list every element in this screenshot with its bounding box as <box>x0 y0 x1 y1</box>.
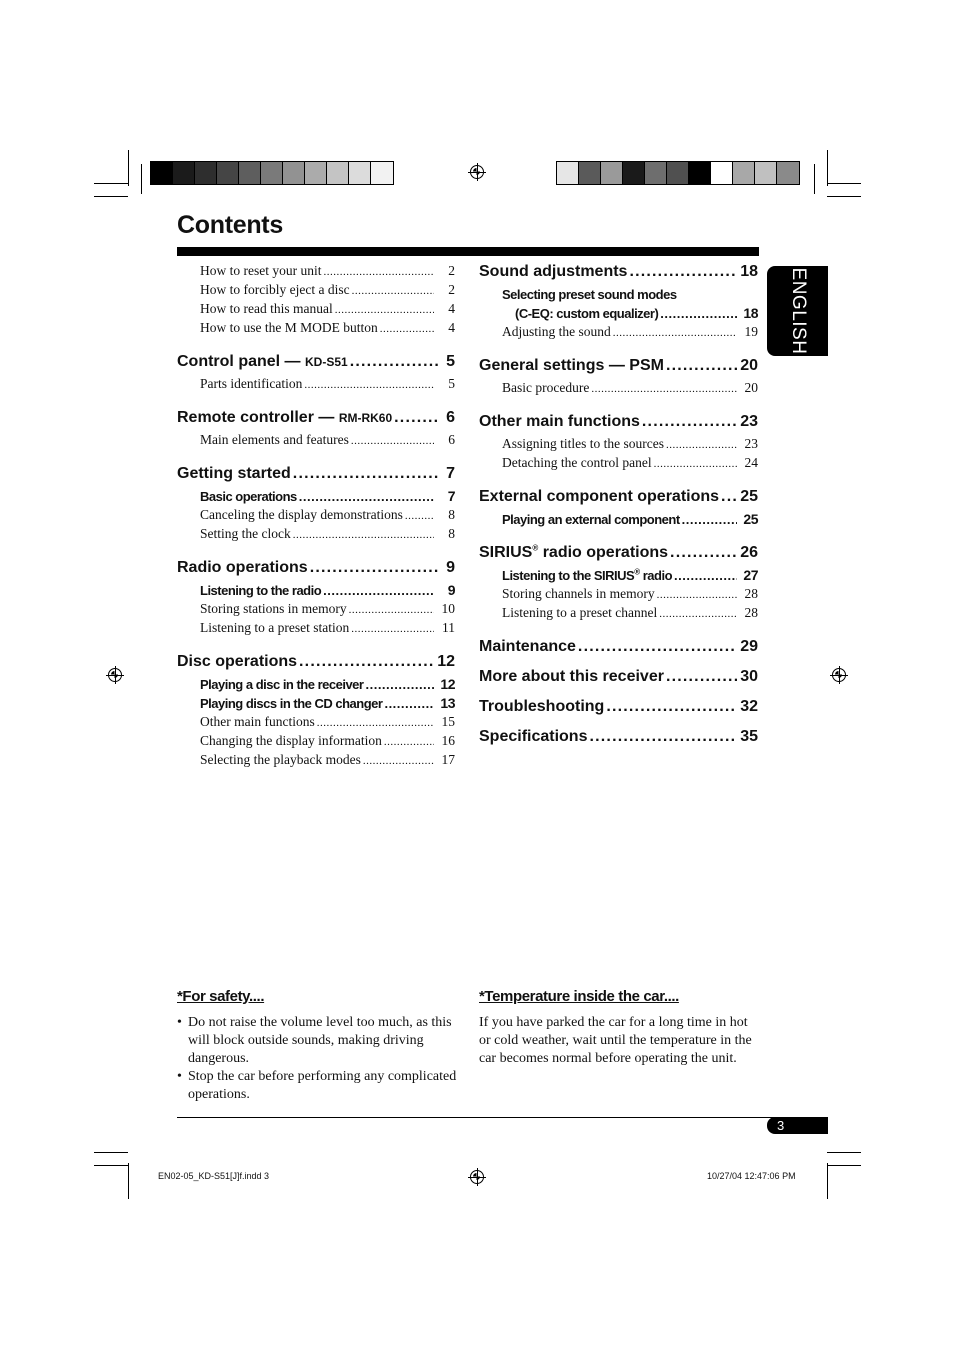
toc-entry-label <box>200 675 363 694</box>
toc-heading-entry[interactable] <box>479 356 758 376</box>
toc-page-number: 7 <box>446 465 455 482</box>
toc-entry-text: Selecting the playback modes <box>200 752 361 767</box>
toc-heading-entry[interactable] <box>479 637 758 657</box>
toc-entry-label <box>200 300 333 318</box>
toc-entry-text: Listening to a preset station <box>200 620 350 635</box>
page-title: Contents <box>177 211 283 239</box>
toc-heading-label <box>177 558 308 578</box>
toc-section <box>177 408 455 450</box>
toc-heading-label <box>479 697 604 717</box>
toc-heading-text: Maintenance <box>479 638 576 655</box>
color-swatch <box>623 162 645 184</box>
dot-leader <box>642 412 737 432</box>
dot-leader <box>350 352 438 372</box>
toc-entry-label <box>502 435 664 453</box>
toc-entry[interactable] <box>177 487 455 506</box>
toc-page-number: 10 <box>441 601 455 616</box>
dot-leader <box>323 262 434 281</box>
toc-page-number: 23 <box>740 413 758 430</box>
dot-leader <box>335 300 434 319</box>
toc-page-number: 7 <box>447 488 455 504</box>
dot-leader <box>629 262 737 282</box>
toc-entry[interactable] <box>479 585 758 604</box>
toc-section <box>177 352 455 394</box>
toc-heading-entry[interactable] <box>177 652 455 672</box>
toc-entry-text: Canceling the display demonstrations <box>200 507 403 522</box>
toc-heading-entry[interactable] <box>479 727 758 747</box>
toc-page-number: 15 <box>441 714 455 729</box>
safety-note-heading: *For safety.... <box>177 988 265 1005</box>
dot-leader <box>606 697 737 717</box>
color-swatch <box>173 162 195 184</box>
toc-heading-label <box>177 464 291 484</box>
toc-entry-text: How to forcibly eject a disc <box>200 282 350 297</box>
toc-page-number: 12 <box>437 653 455 670</box>
toc-entry-label <box>502 454 652 472</box>
toc-heading-text: SIRIUS <box>479 544 533 561</box>
dot-leader <box>659 604 737 623</box>
title-rule <box>177 247 759 256</box>
toc-heading-label <box>177 408 392 428</box>
dot-leader <box>351 431 434 450</box>
temperature-note-heading: *Temperature inside the car.... <box>479 988 679 1005</box>
safety-note <box>177 988 459 1104</box>
toc-entry-text: How to read this manual <box>200 301 333 316</box>
toc-entry[interactable] <box>177 581 455 600</box>
toc-heading-text: Control panel — <box>177 353 305 370</box>
toc-entry[interactable] <box>177 525 455 544</box>
toc-entry-label <box>200 375 302 393</box>
toc-page-number: 9 <box>447 582 455 598</box>
dot-leader <box>384 694 434 713</box>
color-swatch <box>667 162 689 184</box>
dot-leader <box>670 543 737 563</box>
toc-entry[interactable] <box>479 566 758 585</box>
toc-page-number: 16 <box>441 733 455 748</box>
color-swatch <box>777 162 799 184</box>
toc-column-left <box>177 262 455 784</box>
toc-entry[interactable] <box>177 732 455 751</box>
toc-entry-text: Basic procedure <box>502 380 590 395</box>
toc-page-number: 2 <box>448 263 455 278</box>
color-swatch <box>557 162 579 184</box>
toc-entry-label <box>200 431 349 449</box>
toc-section <box>479 697 758 717</box>
toc-page-number: 23 <box>744 436 758 451</box>
dot-leader <box>654 454 737 473</box>
dot-leader <box>304 375 434 394</box>
toc-entry-label <box>200 319 378 337</box>
toc-heading-text: Remote controller — <box>177 409 339 426</box>
toc-entry-label <box>200 506 403 524</box>
toc-heading-entry[interactable] <box>479 543 758 563</box>
toc-section <box>177 558 455 638</box>
toc-heading-entry[interactable] <box>177 558 455 578</box>
toc-heading-label <box>479 637 576 657</box>
color-swatch <box>195 162 217 184</box>
toc-heading-entry[interactable] <box>479 697 758 717</box>
color-swatch <box>645 162 667 184</box>
toc-heading-label <box>177 352 348 372</box>
toc-heading-text: Getting started <box>177 465 291 482</box>
toc-entry[interactable] <box>479 454 758 473</box>
toc-page-number: 24 <box>744 455 758 470</box>
toc-heading-label <box>479 543 668 563</box>
color-swatch <box>217 162 239 184</box>
toc-entry-label <box>515 304 658 323</box>
toc-heading-text: Radio operations <box>177 559 308 576</box>
model-number: KD-S51 <box>305 355 348 369</box>
toc-page-number: 2 <box>448 282 455 297</box>
dot-leader <box>589 727 737 747</box>
toc-page-number: 20 <box>740 357 758 374</box>
safety-note-list <box>177 1014 459 1104</box>
toc-page-number: 6 <box>448 432 455 447</box>
toc-page-number: 25 <box>743 511 758 527</box>
color-swatch <box>579 162 601 184</box>
dot-leader <box>384 732 434 751</box>
toc-page-number: 11 <box>442 620 455 635</box>
toc-entry[interactable] <box>177 375 455 394</box>
toc-entry[interactable] <box>177 619 455 638</box>
toc-heading-text: Troubleshooting <box>479 698 605 715</box>
dot-leader <box>405 506 434 525</box>
toc-page-number: 12 <box>440 676 455 692</box>
dot-leader <box>666 667 737 687</box>
toc-entry[interactable] <box>479 604 758 623</box>
toc-entry[interactable] <box>177 600 455 619</box>
registration-target-icon <box>108 668 122 682</box>
toc-entry-text: Adjusting the sound <box>502 324 611 339</box>
toc-entry-text: Playing a disc in the receiver <box>200 677 364 692</box>
toc-section <box>177 652 455 770</box>
toc-page-number: 13 <box>440 695 455 711</box>
toc-entry[interactable] <box>177 506 455 525</box>
toc-entry-text: Listening to the SIRIUS <box>502 568 635 583</box>
toc-page-number: 25 <box>740 488 758 505</box>
toc-entry-text: Parts identification <box>200 376 303 391</box>
toc-entry-text: Listening to the radio <box>200 583 322 598</box>
toc-entry-text: (C-EQ: custom equalizer) <box>515 306 659 321</box>
color-swatch <box>239 162 261 184</box>
toc-page-number: 6 <box>446 409 455 426</box>
toc-entry-label <box>200 600 347 618</box>
toc-heading-entry[interactable] <box>479 412 758 432</box>
toc-entry-text: Playing an external component <box>502 512 680 527</box>
toc-page-number: 9 <box>446 559 455 576</box>
toc-page-number: 20 <box>744 380 758 395</box>
toc-entry-label <box>200 581 321 600</box>
color-swatch <box>371 162 393 184</box>
toc-page-number: 28 <box>744 586 758 601</box>
color-calibration-bar-left <box>150 161 394 185</box>
toc-heading-text: Sound adjustments <box>479 263 628 280</box>
toc-heading-text: Specifications <box>479 728 588 745</box>
toc-entry[interactable] <box>479 435 758 454</box>
toc-heading-text: Other main functions <box>479 413 640 430</box>
dot-leader <box>380 319 434 338</box>
toc-entry-text: Other main functions <box>200 714 315 729</box>
toc-page-number: 19 <box>744 324 758 339</box>
toc-entry-text: How to reset your unit <box>200 263 322 278</box>
color-swatch <box>151 162 173 184</box>
toc-entry-label <box>200 487 297 506</box>
toc-entry[interactable] <box>177 751 455 770</box>
dot-leader <box>365 675 434 694</box>
file-slug: EN02-05_KD-S51[J]f.indd 3 <box>158 1171 270 1181</box>
safety-note-bullet: • Do not raise the volume level too much, as this will block outside sounds, making driving dangerous. <box>177 1014 459 1068</box>
toc-entry[interactable] <box>177 431 455 450</box>
toc-entry-label <box>200 713 315 731</box>
toc-entry-text: Changing the display information <box>200 733 382 748</box>
dot-leader <box>299 652 434 672</box>
toc-page-number: 5 <box>446 353 455 370</box>
toc-section <box>479 487 758 529</box>
dot-leader <box>666 435 737 454</box>
toc-heading-label <box>479 356 664 376</box>
toc-entry-label <box>200 732 382 750</box>
dot-leader <box>666 356 737 376</box>
dot-leader <box>657 585 737 604</box>
toc-page-number: 4 <box>448 320 455 335</box>
toc-section <box>479 262 758 342</box>
color-swatch <box>327 162 349 184</box>
toc-entry-label <box>502 566 672 585</box>
toc-entry-label <box>200 525 291 543</box>
color-swatch <box>305 162 327 184</box>
toc-section <box>177 262 455 338</box>
model-number: RM-RK60 <box>338 411 393 425</box>
temperature-note-text: If you have parked the car for a long time in hot or cold weather, wait until the temperature in the car becomes normal before operating the unit. <box>479 1015 752 1066</box>
toc-heading-text: External component operations <box>479 488 720 505</box>
temperature-note <box>479 988 757 1068</box>
toc-section <box>479 637 758 657</box>
registration-target-icon <box>470 165 484 179</box>
dot-leader <box>682 510 737 529</box>
language-tab <box>767 266 828 356</box>
toc-page-number: 8 <box>448 526 455 541</box>
toc-heading-label <box>479 667 664 687</box>
toc-page-number: 4 <box>448 301 455 316</box>
toc-entry-text: Assigning titles to the sources <box>502 436 664 451</box>
toc-section <box>177 464 455 544</box>
dot-leader <box>352 281 434 300</box>
safety-note-bullet: • Stop the car before performing any complicated operations. <box>177 1068 459 1104</box>
toc-entry[interactable] <box>479 323 758 342</box>
toc-entry-text: Detaching the control panel <box>502 455 652 470</box>
toc-heading-entry[interactable] <box>479 667 758 687</box>
dot-leader <box>323 581 434 600</box>
toc-page-number: 17 <box>441 752 455 767</box>
dot-leader <box>299 487 434 506</box>
toc-entry[interactable] <box>479 510 758 529</box>
toc-heading-entry[interactable] <box>479 487 758 507</box>
toc-page-number: 27 <box>743 567 758 583</box>
toc-entry-text: Selecting preset sound modes <box>502 287 677 302</box>
toc-page-number: 32 <box>740 698 758 715</box>
dot-leader <box>351 619 434 638</box>
page-number: 3 <box>777 1118 785 1133</box>
footer-rule <box>177 1117 828 1118</box>
print-datetime: 10/27/04 12:47:06 PM <box>707 1171 796 1181</box>
toc-heading-entry[interactable] <box>177 352 455 372</box>
dot-leader <box>293 464 438 484</box>
toc-entry-text: Storing stations in memory <box>200 601 347 616</box>
toc-heading-label <box>479 262 627 282</box>
color-swatch <box>755 162 777 184</box>
toc-page-number: 30 <box>740 668 758 685</box>
toc-entry-label <box>200 694 382 713</box>
toc-section <box>479 356 758 398</box>
dot-leader <box>660 304 737 323</box>
color-swatch <box>733 162 755 184</box>
toc-entry-text: Setting the clock <box>200 526 291 541</box>
toc-page-number: 18 <box>743 305 758 321</box>
registered-mark: ® <box>634 567 640 577</box>
toc-entry-label <box>502 323 611 341</box>
dot-leader <box>293 525 434 544</box>
toc-entry-label <box>200 619 349 637</box>
toc-entry-text: Storing channels in memory <box>502 586 655 601</box>
toc-page-number: 26 <box>740 544 758 561</box>
dot-leader <box>578 637 737 657</box>
dot-leader <box>613 323 737 342</box>
toc-entry[interactable] <box>177 694 455 713</box>
color-swatch <box>711 162 733 184</box>
toc-heading-entry[interactable] <box>479 262 758 282</box>
toc-entry-text: How to use the M MODE button <box>200 320 378 335</box>
toc-entry-text: Listening to a preset channel <box>502 605 658 620</box>
toc-heading-text: radio operations <box>538 544 669 561</box>
toc-heading-label <box>479 412 640 432</box>
toc-entry-label <box>502 510 680 529</box>
toc-entry[interactable] <box>479 379 758 398</box>
dot-leader <box>310 558 438 578</box>
color-swatch <box>261 162 283 184</box>
toc-column-right <box>479 262 758 757</box>
registration-target-icon <box>470 1170 484 1184</box>
dot-leader <box>394 408 438 428</box>
toc-section <box>479 543 758 623</box>
toc-entry[interactable] <box>177 262 455 281</box>
toc-heading-text: More about this receiver <box>479 668 664 685</box>
dot-leader <box>317 713 434 732</box>
toc-entry-label <box>200 751 361 769</box>
toc-entry-text: Main elements and features <box>200 432 349 447</box>
toc-entry-text: Playing discs in the CD changer <box>200 696 383 711</box>
toc-heading-text: Disc operations <box>177 653 298 670</box>
dot-leader <box>349 600 434 619</box>
registered-mark: ® <box>532 543 539 553</box>
toc-heading-label <box>177 652 297 672</box>
toc-entry-text: radio <box>639 568 673 583</box>
toc-heading-text: General settings — PSM <box>479 357 664 374</box>
toc-section <box>479 412 758 473</box>
toc-entry[interactable] <box>177 675 455 694</box>
toc-entry-label <box>502 585 655 603</box>
toc-heading-entry[interactable] <box>177 464 455 484</box>
dot-leader <box>674 566 737 585</box>
toc-page-number: 8 <box>448 507 455 522</box>
toc-page-number: 28 <box>744 605 758 620</box>
color-swatch <box>349 162 371 184</box>
toc-page-number: 18 <box>740 263 758 280</box>
toc-entry[interactable] <box>479 285 758 304</box>
toc-section <box>479 727 758 747</box>
color-swatch <box>283 162 305 184</box>
toc-entry[interactable] <box>177 281 455 300</box>
dot-leader <box>591 379 737 398</box>
toc-entry-label <box>502 379 589 397</box>
toc-heading-entry[interactable] <box>177 408 455 428</box>
color-swatch <box>601 162 623 184</box>
toc-entry[interactable] <box>177 319 455 338</box>
toc-entry[interactable] <box>177 300 455 319</box>
toc-entry-label <box>200 262 321 280</box>
dot-leader <box>363 751 434 770</box>
color-calibration-bar-right <box>556 161 800 185</box>
page-number-tab <box>767 1117 828 1134</box>
toc-section <box>479 667 758 687</box>
toc-page-number: 5 <box>448 376 455 391</box>
toc-page-number: 29 <box>740 638 758 655</box>
toc-heading-label <box>479 727 587 747</box>
toc-heading-label <box>479 487 719 507</box>
language-tab-label: ENGLISH <box>787 267 809 355</box>
toc-entry-label <box>200 281 350 299</box>
toc-entry-text: Basic operations <box>200 489 297 504</box>
registration-target-icon <box>832 668 846 682</box>
toc-entry[interactable] <box>177 713 455 732</box>
toc-entry-label <box>502 604 657 622</box>
toc-entry[interactable] <box>479 304 758 323</box>
toc-page-number: 35 <box>740 728 758 745</box>
toc-entry-label <box>502 285 677 304</box>
dot-leader <box>721 487 737 507</box>
color-swatch <box>689 162 711 184</box>
